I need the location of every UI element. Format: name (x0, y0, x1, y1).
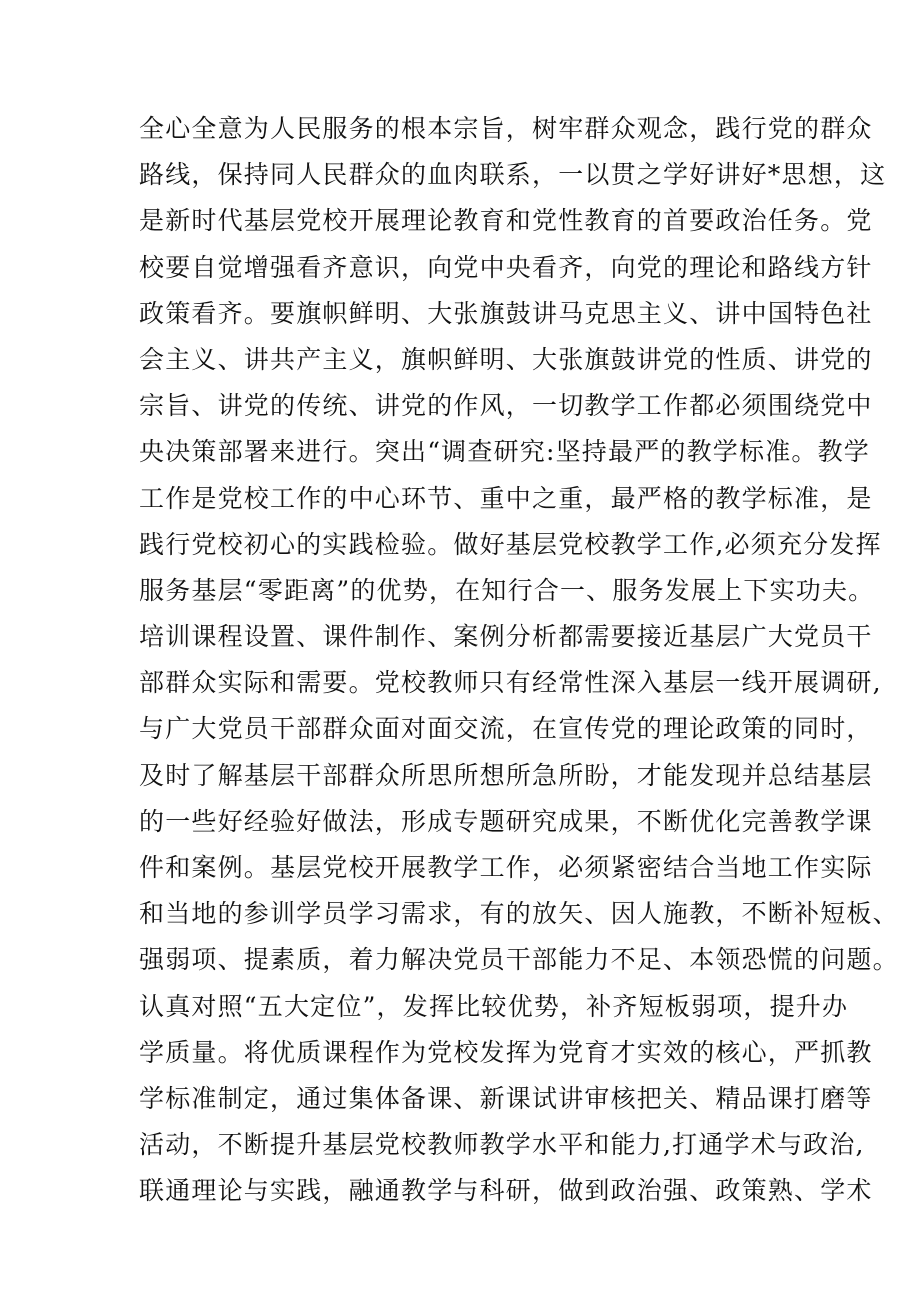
text-line: 及时了解基层干部群众所思所想所急所盼，才能发现并总结基层 (139, 760, 873, 790)
text-line: 工作是党校工作的中心环节、重中之重，最严格的教学标准，是 (139, 483, 873, 513)
text-line: 认真对照“五大定位”，发挥比较优势，补齐短板弱项，提升办 (139, 991, 849, 1021)
text-line: 活动，不断提升基层党校教师教学水平和能力,打通学术与政治, (139, 1130, 865, 1160)
body-paragraph (139, 106, 899, 1215)
text-line: 会主义、讲共产主义，旗帜鲜明、大张旗鼓讲党的性质、讲党的 (139, 344, 873, 374)
text-line: 强弱项、提素质，着力解决党员干部能力不足、本领恐慌的问题。 (139, 945, 899, 975)
text-line: 是新时代基层党校开展理论教育和党性教育的首要政治任务。党 (139, 206, 873, 236)
text-line: 部群众实际和需要。党校教师只有经常性深入基层一线开展调研, (139, 668, 882, 698)
text-line: 政策看齐。要旗帜鲜明、大张旗鼓讲马克思主义、讲中国特色社 (139, 298, 873, 328)
text-line: 央决策部署来进行。突出“调查研究:坚持最严的教学标准。教学 (139, 437, 871, 467)
text-line: 践行党校初心的实践检验。做好基层党校教学工作,必须充分发挥 (139, 529, 882, 559)
text-line: 服务基层“零距离”的优势，在知行合一、服务发展上下实功夫。 (139, 575, 875, 605)
text-line: 路线，保持同人民群众的血肉联系，一以贯之学好讲好*思想，这 (139, 160, 887, 190)
text-line: 和当地的参训学员学习需求，有的放矢、因人施教，不断补短板、 (139, 899, 899, 929)
text-line: 与广大党员干部群众面对面交流，在宣传党的理论政策的同时， (139, 714, 873, 744)
text-line: 学质量。将优质课程作为党校发挥为党育才实效的核心，严抓教 (139, 1037, 873, 1067)
text-line: 的一些好经验好做法，形成专题研究成果，不断优化完善教学课 (139, 806, 873, 836)
text-line: 联通理论与实践，融通教学与科研，做到政治强、政策熟、学术 (139, 1176, 873, 1206)
text-line: 培训课程设置、课件制作、案例分析都需要接近基层广大党员干 (139, 622, 873, 652)
text-line: 件和案例。基层党校开展教学工作，必须紧密结合当地工作实际 (139, 853, 873, 882)
text-line: 宗旨、讲党的传统、讲党的作风，一切教学工作都必须围绕党中 (139, 391, 873, 421)
text-line: 校要自觉增强看齐意识，向党中央看齐，向党的理论和路线方针 (139, 252, 873, 282)
text-line: 学标准制定，通过集体备课、新课试讲审核把关、精品课打磨等 (139, 1083, 873, 1113)
text-line: 全心全意为人民服务的根本宗旨，树牢群众观念，践行党的群众 (139, 114, 873, 143)
